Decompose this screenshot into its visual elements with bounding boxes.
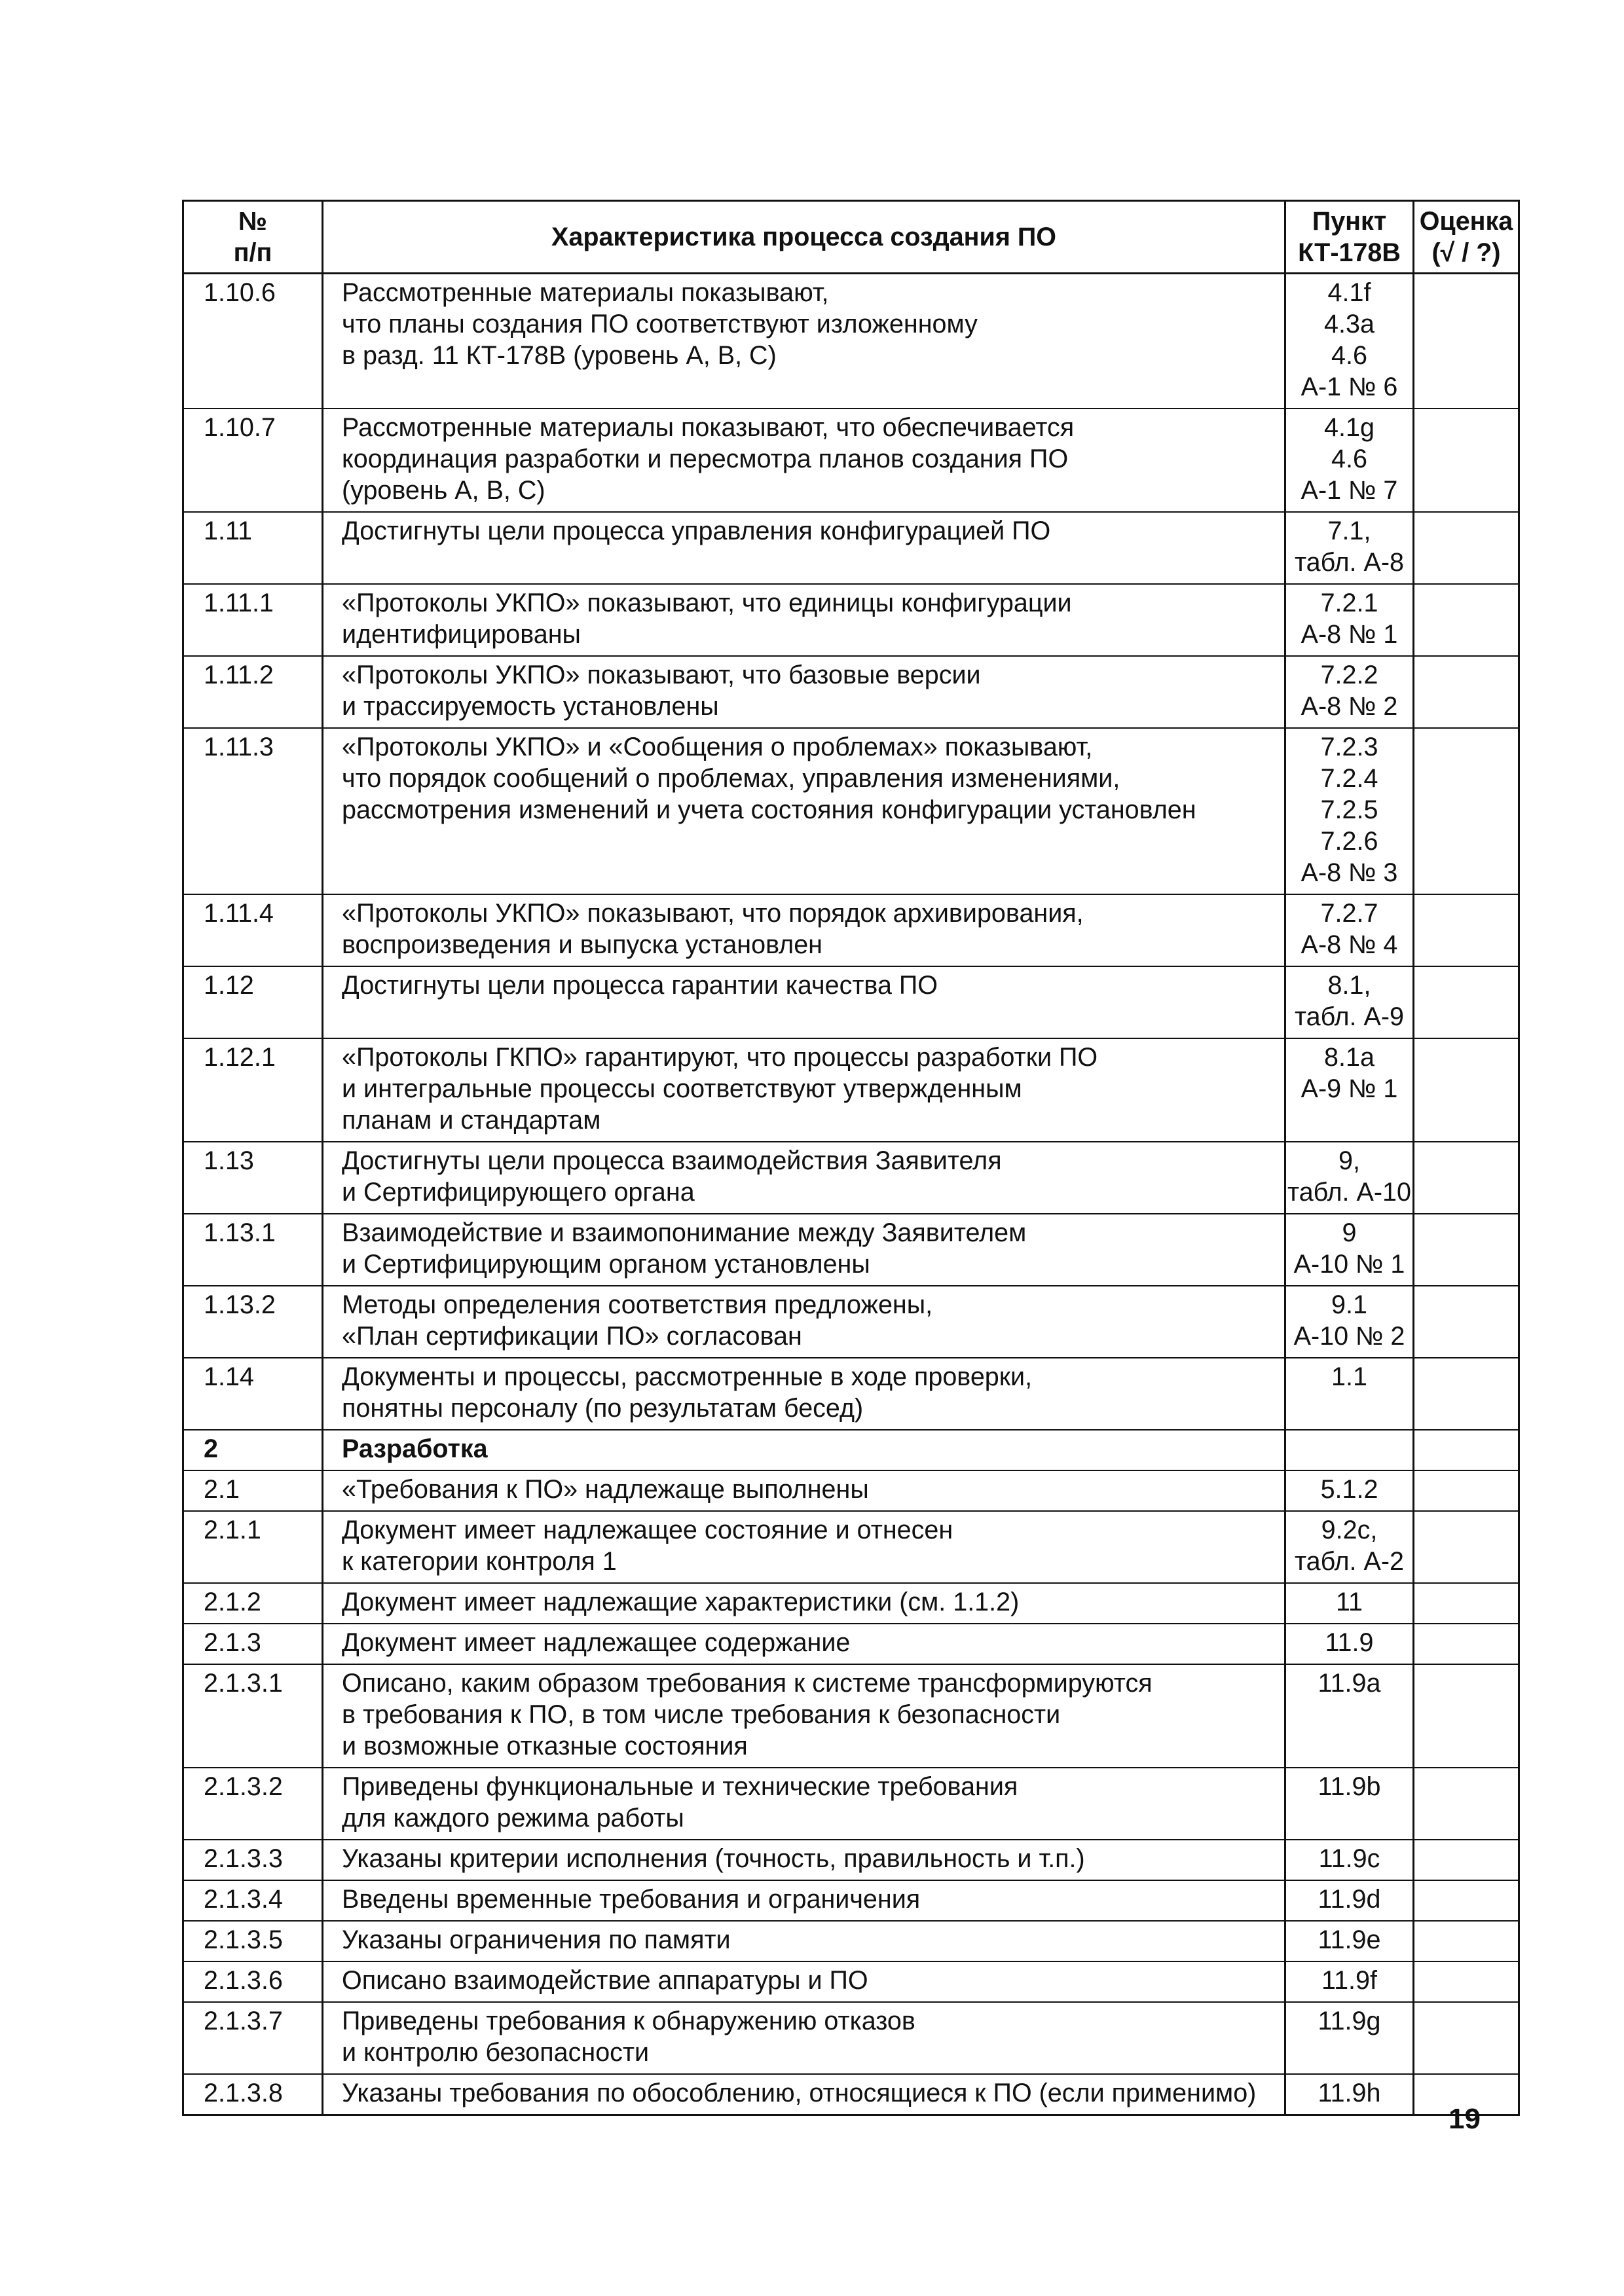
row-clause-cell: 11.9c bbox=[1285, 1840, 1414, 1880]
row-characteristic-cell: Рассмотренные материалы показывают, что планы создания ПО соответствуют изложенному в разд. 11 КТ-178В (уровень А, В, С) bbox=[323, 274, 1285, 409]
row-number-cell: 1.12 bbox=[183, 966, 323, 1038]
table-row bbox=[183, 1880, 1519, 1921]
row-clause-cell: 7.2.7 А-8 № 4 bbox=[1285, 894, 1414, 966]
row-clause-cell: 11.9d bbox=[1285, 1880, 1414, 1921]
row-clause-cell: 1.1 bbox=[1285, 1358, 1414, 1430]
row-number-cell: 1.11.1 bbox=[183, 584, 323, 656]
row-rating-cell bbox=[1414, 728, 1519, 894]
table-row bbox=[183, 656, 1519, 728]
row-number-cell: 1.11.2 bbox=[183, 656, 323, 728]
row-rating-cell bbox=[1414, 1142, 1519, 1214]
row-number-cell: 1.12.1 bbox=[183, 1038, 323, 1142]
table-row bbox=[183, 1142, 1519, 1214]
row-number-cell: 2.1 bbox=[183, 1470, 323, 1511]
table-row bbox=[183, 1038, 1519, 1142]
table-row bbox=[183, 1214, 1519, 1286]
header-clause: Пункт КТ-178В bbox=[1285, 201, 1414, 274]
table-row bbox=[183, 1624, 1519, 1664]
table-body bbox=[183, 274, 1519, 2115]
row-characteristic-cell: Описано, каким образом требования к системе трансформируются в требования к ПО, в том числе требования к безопасности и возможные отказные состояния bbox=[323, 1664, 1285, 1768]
header-characteristic: Характеристика процесса создания ПО bbox=[323, 201, 1285, 274]
row-rating-cell bbox=[1414, 512, 1519, 584]
table-row bbox=[183, 1583, 1519, 1624]
row-clause-cell: 9 А-10 № 1 bbox=[1285, 1214, 1414, 1286]
row-clause-cell: 9.1 А-10 № 2 bbox=[1285, 1286, 1414, 1358]
row-clause-cell: 4.1f 4.3a 4.6 А-1 № 6 bbox=[1285, 274, 1414, 409]
row-characteristic-cell: Достигнуты цели процесса взаимодействия Заявителя и Сертифицирующего органа bbox=[323, 1142, 1285, 1214]
table-row bbox=[183, 1511, 1519, 1583]
row-number-cell: 2.1.3.6 bbox=[183, 1961, 323, 2002]
row-number-cell: 2.1.3.4 bbox=[183, 1880, 323, 1921]
row-rating-cell bbox=[1414, 1664, 1519, 1768]
row-rating-cell bbox=[1414, 1768, 1519, 1840]
row-number-cell: 2.1.3.3 bbox=[183, 1840, 323, 1880]
row-clause-cell: 11.9h bbox=[1285, 2074, 1414, 2115]
row-characteristic-cell: «Требования к ПО» надлежаще выполнены bbox=[323, 1470, 1285, 1511]
row-number-cell: 2.1.1 bbox=[183, 1511, 323, 1583]
row-clause-cell: 11.9f bbox=[1285, 1961, 1414, 2002]
table-row bbox=[183, 409, 1519, 512]
row-rating-cell bbox=[1414, 1583, 1519, 1624]
row-characteristic-cell: Достигнуты цели процесса гарантии качества ПО bbox=[323, 966, 1285, 1038]
row-characteristic-cell: «Протоколы УКПО» показывают, что базовые версии и трассируемость установлены bbox=[323, 656, 1285, 728]
table-row bbox=[183, 966, 1519, 1038]
row-rating-cell bbox=[1414, 584, 1519, 656]
row-number-cell: 1.13 bbox=[183, 1142, 323, 1214]
row-rating-cell bbox=[1414, 656, 1519, 728]
row-characteristic-cell: «Протоколы УКПО» показывают, что единицы конфигурации идентифицированы bbox=[323, 584, 1285, 656]
row-number-cell: 1.11 bbox=[183, 512, 323, 584]
row-rating-cell bbox=[1414, 1921, 1519, 1961]
row-characteristic-cell: Документ имеет надлежащее состояние и отнесен к категории контроля 1 bbox=[323, 1511, 1285, 1583]
table-row bbox=[183, 728, 1519, 894]
row-rating-cell bbox=[1414, 274, 1519, 409]
row-clause-cell: 11.9g bbox=[1285, 2002, 1414, 2074]
header-row bbox=[183, 201, 1519, 274]
table-row bbox=[183, 584, 1519, 656]
row-clause-cell: 8.1, табл. А-9 bbox=[1285, 966, 1414, 1038]
row-clause-cell: 11.9 bbox=[1285, 1624, 1414, 1664]
table-header bbox=[183, 201, 1519, 274]
row-characteristic-cell: Достигнуты цели процесса управления конфигурацией ПО bbox=[323, 512, 1285, 584]
row-characteristic-cell: Указаны требования по обособлению, относящиеся к ПО (если применимо) bbox=[323, 2074, 1285, 2115]
header-num: № п/п bbox=[183, 201, 323, 274]
table-row bbox=[183, 894, 1519, 966]
row-rating-cell bbox=[1414, 1358, 1519, 1430]
row-clause-cell: 11.9a bbox=[1285, 1664, 1414, 1768]
row-characteristic-cell: Документы и процессы, рассмотренные в ходе проверки, понятны персоналу (по результатам бесед) bbox=[323, 1358, 1285, 1430]
row-number-cell: 2.1.3 bbox=[183, 1624, 323, 1664]
row-characteristic-cell: Описано взаимодействие аппаратуры и ПО bbox=[323, 1961, 1285, 2002]
row-characteristic-cell: Методы определения соответствия предложены, «План сертификации ПО» согласован bbox=[323, 1286, 1285, 1358]
row-characteristic-cell: «Протоколы УКПО» показывают, что порядок архивирования, воспроизведения и выпуска установлен bbox=[323, 894, 1285, 966]
row-characteristic-cell: Документ имеет надлежащее содержание bbox=[323, 1624, 1285, 1664]
checklist-table bbox=[182, 200, 1520, 2116]
row-rating-cell bbox=[1414, 966, 1519, 1038]
table-row bbox=[183, 2002, 1519, 2074]
row-rating-cell bbox=[1414, 894, 1519, 966]
row-characteristic-cell: Указаны критерии исполнения (точность, правильность и т.п.) bbox=[323, 1840, 1285, 1880]
table-row bbox=[183, 1921, 1519, 1961]
row-clause-cell: 8.1a А-9 № 1 bbox=[1285, 1038, 1414, 1142]
row-characteristic-cell: «Протоколы УКПО» и «Сообщения о проблемах» показывают, что порядок сообщений о проблемах, управления изменениями, рассмотрения изменений и учета состояния конфигурации установлен bbox=[323, 728, 1285, 894]
row-number-cell: 2 bbox=[183, 1430, 323, 1470]
row-rating-cell bbox=[1414, 1511, 1519, 1583]
row-characteristic-cell: Взаимодействие и взаимопонимание между Заявителем и Сертифицирующим органом установлены bbox=[323, 1214, 1285, 1286]
row-clause-cell: 9, табл. А-10 bbox=[1285, 1142, 1414, 1214]
row-number-cell: 1.13.1 bbox=[183, 1214, 323, 1286]
row-clause-cell: 7.1, табл. А-8 bbox=[1285, 512, 1414, 584]
row-clause-cell: 11.9e bbox=[1285, 1921, 1414, 1961]
row-number-cell: 1.10.7 bbox=[183, 409, 323, 512]
row-rating-cell bbox=[1414, 1430, 1519, 1470]
header-rating: Оценка (√ / ?) bbox=[1414, 201, 1519, 274]
row-rating-cell bbox=[1414, 1038, 1519, 1142]
row-number-cell: 2.1.3.2 bbox=[183, 1768, 323, 1840]
row-rating-cell bbox=[1414, 1624, 1519, 1664]
row-clause-cell: 5.1.2 bbox=[1285, 1470, 1414, 1511]
row-characteristic-cell: Рассмотренные материалы показывают, что обеспечивается координация разработки и пересмотра планов создания ПО (уровень А, В, С) bbox=[323, 409, 1285, 512]
table-row bbox=[183, 1430, 1519, 1470]
row-number-cell: 2.1.3.7 bbox=[183, 2002, 323, 2074]
row-rating-cell bbox=[1414, 1880, 1519, 1921]
row-number-cell: 1.11.4 bbox=[183, 894, 323, 966]
table-row bbox=[183, 1768, 1519, 1840]
table-row bbox=[183, 1470, 1519, 1511]
row-clause-cell: 7.2.1 А-8 № 1 bbox=[1285, 584, 1414, 656]
row-number-cell: 1.11.3 bbox=[183, 728, 323, 894]
row-characteristic-cell: Введены временные требования и ограничения bbox=[323, 1880, 1285, 1921]
row-rating-cell bbox=[1414, 1214, 1519, 1286]
row-number-cell: 2.1.3.5 bbox=[183, 1921, 323, 1961]
row-number-cell: 1.13.2 bbox=[183, 1286, 323, 1358]
table-row bbox=[183, 1961, 1519, 2002]
row-number-cell: 1.14 bbox=[183, 1358, 323, 1430]
row-number-cell: 1.10.6 bbox=[183, 274, 323, 409]
table-row bbox=[183, 1286, 1519, 1358]
row-characteristic-cell: Приведены требования к обнаружению отказов и контролю безопасности bbox=[323, 2002, 1285, 2074]
table-row bbox=[183, 2074, 1519, 2115]
row-number-cell: 2.1.2 bbox=[183, 1583, 323, 1624]
row-rating-cell bbox=[1414, 2002, 1519, 2074]
row-rating-cell bbox=[1414, 409, 1519, 512]
row-characteristic-cell: Приведены функциональные и технические требования для каждого режима работы bbox=[323, 1768, 1285, 1840]
row-clause-cell: 9.2c, табл. А-2 bbox=[1285, 1511, 1414, 1583]
row-characteristic-cell: Разработка bbox=[323, 1430, 1285, 1470]
row-number-cell: 2.1.3.8 bbox=[183, 2074, 323, 2115]
row-characteristic-cell: «Протоколы ГКПО» гарантируют, что процессы разработки ПО и интегральные процессы соответствуют утвержденным планам и стандартам bbox=[323, 1038, 1285, 1142]
row-rating-cell bbox=[1414, 1286, 1519, 1358]
row-characteristic-cell: Документ имеет надлежащие характеристики (см. 1.1.2) bbox=[323, 1583, 1285, 1624]
table-row bbox=[183, 512, 1519, 584]
row-clause-cell: 7.2.3 7.2.4 7.2.5 7.2.6 А-8 № 3 bbox=[1285, 728, 1414, 894]
table-row bbox=[183, 1840, 1519, 1880]
table-row bbox=[183, 274, 1519, 409]
row-rating-cell bbox=[1414, 1840, 1519, 1880]
row-clause-cell bbox=[1285, 1430, 1414, 1470]
row-rating-cell bbox=[1414, 1961, 1519, 2002]
page-number: 19 bbox=[1449, 2103, 1481, 2135]
row-clause-cell: 11.9b bbox=[1285, 1768, 1414, 1840]
table-row bbox=[183, 1358, 1519, 1430]
row-characteristic-cell: Указаны ограничения по памяти bbox=[323, 1921, 1285, 1961]
row-rating-cell bbox=[1414, 1470, 1519, 1511]
table-row bbox=[183, 1664, 1519, 1768]
row-clause-cell: 7.2.2 А-8 № 2 bbox=[1285, 656, 1414, 728]
row-number-cell: 2.1.3.1 bbox=[183, 1664, 323, 1768]
row-clause-cell: 4.1g 4.6 А-1 № 7 bbox=[1285, 409, 1414, 512]
row-clause-cell: 11 bbox=[1285, 1583, 1414, 1624]
